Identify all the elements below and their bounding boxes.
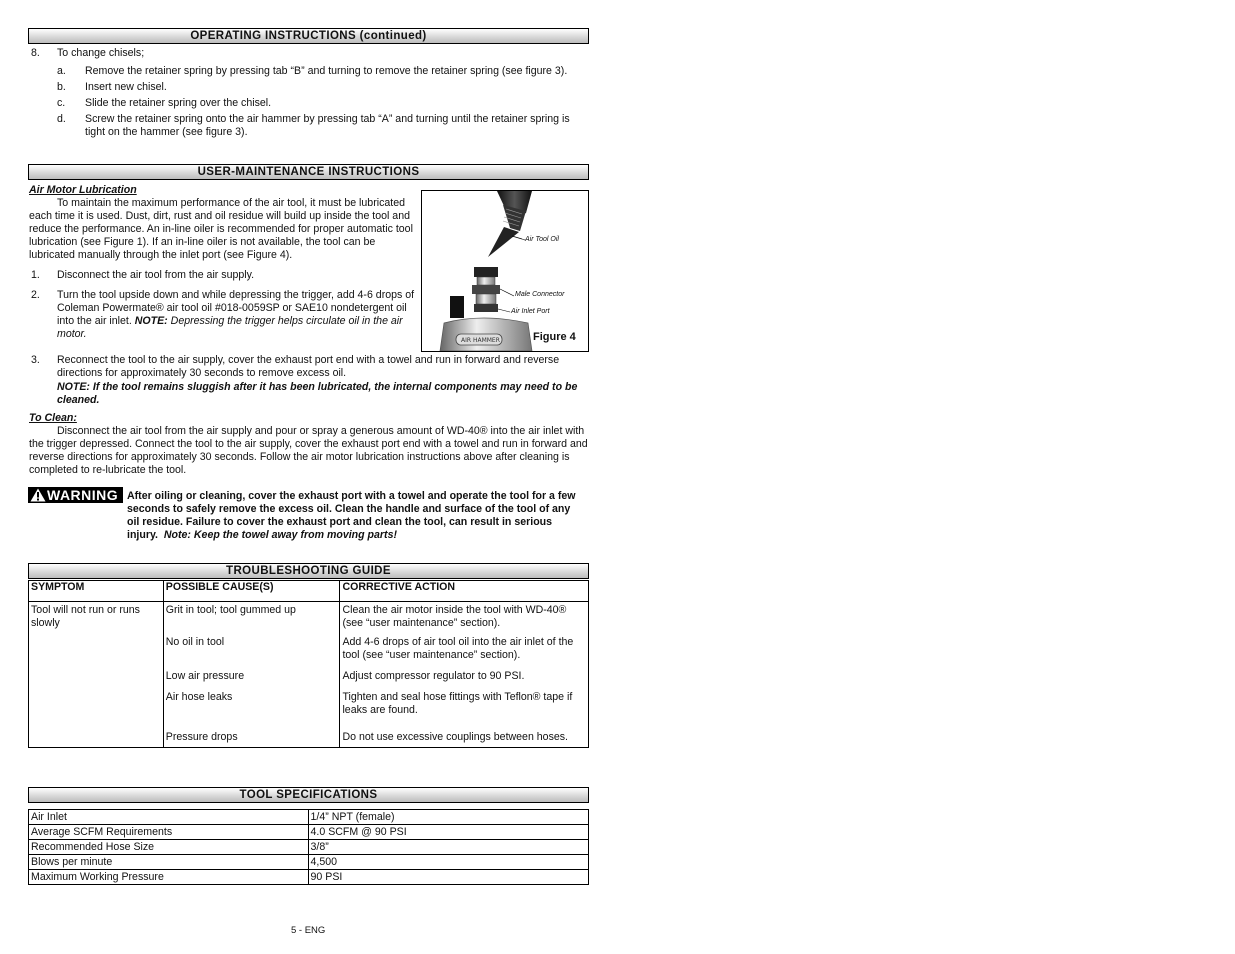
table-row (29, 870, 589, 885)
step-2-number: 2. (31, 289, 40, 301)
step-1-text: Disconnect the air tool from the air supply. (57, 269, 255, 281)
cause-cell: Air hose leaks (163, 691, 340, 731)
column-header-symptom: SYMPTOM (29, 581, 164, 602)
substep-a-text: Remove the retainer spring by pressing tab “B” and turning to remove the retainer spring (see figure 3). (85, 65, 568, 77)
spec-value: 4,500 (308, 855, 588, 870)
spec-value: 4.0 SCFM @ 90 PSI (308, 825, 588, 840)
step-3-number: 3. (31, 354, 40, 366)
column-header-cause: POSSIBLE CAUSE(S) (163, 581, 340, 602)
cause-cell: Pressure drops (163, 731, 340, 748)
cause-cell: No oil in tool (163, 636, 340, 670)
air-tool-illustration (422, 191, 588, 351)
spec-label: Average SCFM Requirements (29, 825, 309, 840)
warning-badge (28, 487, 123, 503)
clean-paragraph: Disconnect the air tool from the air supply and pour or spray a generous amount of WD-40® into the air inlet with the trigger depressed. Connect the tool to the air supply, cover the exhaust port end with a towel and run in forward and reverse directions for approximately 30 seconds. Follow the air motor lubrication instructions above after cleaning is completed to re-lubricate the tool. (29, 425, 588, 476)
spec-label: Recommended Hose Size (29, 840, 309, 855)
step-3-note: NOTE: If the tool remains sluggish after it has been lubricated, the internal components may need to be cleaned. (57, 381, 578, 406)
table-header-row (29, 581, 589, 602)
operating-heading: OPERATING INSTRUCTIONS (continued) (28, 28, 589, 44)
action-cell: Tighten and seal hose fittings with Teflon® tape if leaks are found. (342, 691, 573, 716)
action-cell: Adjust compressor regulator to 90 PSI. (342, 670, 525, 682)
substep-a-letter: a. (57, 65, 66, 77)
spec-value: 1/4” NPT (female) (308, 810, 588, 825)
warning-triangle-icon (30, 488, 46, 502)
step-8-text: To change chisels; (57, 47, 145, 59)
clean-title: To Clean: (29, 412, 77, 424)
step-8-number: 8. (31, 47, 40, 59)
specs-heading: TOOL SPECIFICATIONS (28, 787, 589, 803)
lubrication-title: Air Motor Lubrication (29, 184, 137, 196)
step-3-text: Reconnect the tool to the air supply, cover the exhaust port end with a towel and run in forward and reverse directions for approximately 30 seconds to remove excess oil. (57, 354, 560, 379)
spec-value: 90 PSI (308, 870, 588, 885)
page-number: 5 - ENG (291, 925, 326, 936)
specs-table (28, 809, 589, 885)
svg-text:AIR HAMMER: AIR HAMMER (461, 337, 500, 344)
warning-badge-label: WARNING (47, 487, 119, 503)
action-cell: Add 4-6 drops of air tool oil into the air inlet of the tool (see “user maintenance” section). (342, 636, 574, 661)
symptom-cell: Tool will not run or runs slowly (29, 602, 164, 748)
substep-d-letter: d. (57, 113, 66, 125)
substep-b-text: Insert new chisel. (85, 81, 167, 93)
spec-value: 3/8” (308, 840, 588, 855)
cause-cell: Low air pressure (163, 670, 340, 691)
table-row (29, 840, 589, 855)
label-air-tool-oil: Air Tool Oil (525, 236, 559, 243)
figure-caption: Figure 4 (533, 331, 576, 343)
step-1-number: 1. (31, 269, 40, 281)
table-row (29, 825, 589, 840)
column-header-action: CORRECTIVE ACTION (340, 581, 589, 602)
spec-label: Air Inlet (29, 810, 309, 825)
substep-c-text: Slide the retainer spring over the chisel. (85, 97, 272, 109)
warning-text: After oiling or cleaning, cover the exhaust port with a towel and operate the tool for a few seconds to safely remove the excess oil. Clean the handle and surface of the tool of any oil residue. Failure to cover the exhaust port and clean the tool, can result in serious injury. Note: Keep the towel away from moving parts! (127, 490, 576, 541)
table-row (29, 855, 589, 870)
step-2-text: Turn the tool upside down and while depressing the trigger, add 4-6 drops of Coleman Powermate® air tool oil #018-0059SP or SAE10 nondetergent oil into the air inlet. NOTE: Depressing the trigger helps circulate oil in the air motor. (57, 289, 415, 340)
lubrication-paragraph: To maintain the maximum performance of the air tool, it must be lubricated each time it is used. Dust, dirt, rust and oil residue will build up inside the tool and reduce the performance. An in-line oiler is recommended for proper automatic tool lubrication (see Figure 1). If an in-line oiler is not available, the tool can be lubricated manually through the inlet port (see Figure 4). (29, 197, 413, 261)
figure-4 (421, 190, 589, 352)
action-cell: Do not use excessive couplings between hoses. (342, 731, 568, 743)
troubleshooting-table (28, 580, 589, 748)
troubleshooting-heading: TROUBLESHOOTING GUIDE (28, 563, 589, 579)
substep-d-text: Screw the retainer spring onto the air hammer by pressing tab “A” and turning until the retainer spring is tight on the hammer (see figure 3). (85, 113, 570, 138)
substep-b-letter: b. (57, 81, 66, 93)
spec-label: Maximum Working Pressure (29, 870, 309, 885)
substep-c-letter: c. (57, 97, 66, 109)
spec-label: Blows per minute (29, 855, 309, 870)
table-row (29, 810, 589, 825)
label-air-inlet-port: Air Inlet Port (511, 308, 550, 315)
table-row (29, 602, 589, 637)
maintenance-heading: USER-MAINTENANCE INSTRUCTIONS (28, 164, 589, 180)
cause-cell: Grit in tool; tool gummed up (163, 602, 340, 637)
label-male-connector: Male Connector (515, 291, 565, 298)
action-cell: Clean the air motor inside the tool with WD-40® (see “user maintenance” section). (342, 604, 567, 629)
